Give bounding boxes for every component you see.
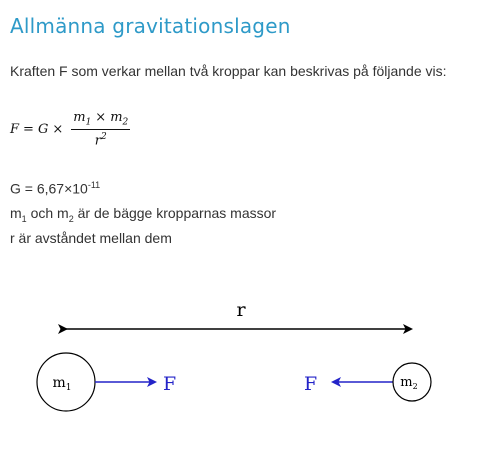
page-title: Allmänna gravitationslagen <box>10 14 291 38</box>
intro-text: Kraften F som verkar mellan två kroppar kan beskrivas på följande vis: <box>10 63 447 79</box>
constant-line: $G = 6,67\times 10^{-11}$ <box>10 180 101 197</box>
distance-line: r är avståndet mellan dem <box>10 230 172 246</box>
formula-constant: G <box>37 121 49 137</box>
force-label-left: F <box>163 373 177 395</box>
force-label-right: F <box>304 373 318 395</box>
mass-2-label: $m_2$ <box>400 375 418 391</box>
gravitation-formula <box>10 106 130 152</box>
formula-equals: = <box>23 121 34 137</box>
formula-denominator: $r^2$ <box>94 132 107 149</box>
mass-1-label: $m_1$ <box>52 375 72 393</box>
gravitation-diagram <box>0 280 503 430</box>
distance-label: r <box>236 299 246 321</box>
mass-1-circle <box>37 353 95 411</box>
masses-line: $m_1$ och $m_2$ är de bägge kropparnas massor <box>10 205 277 224</box>
formula-numerator: $m_1 \times m_2$ <box>71 110 130 131</box>
formula-times: × <box>52 121 64 137</box>
formula-fraction <box>71 110 130 149</box>
formula-lhs: F <box>10 121 20 137</box>
